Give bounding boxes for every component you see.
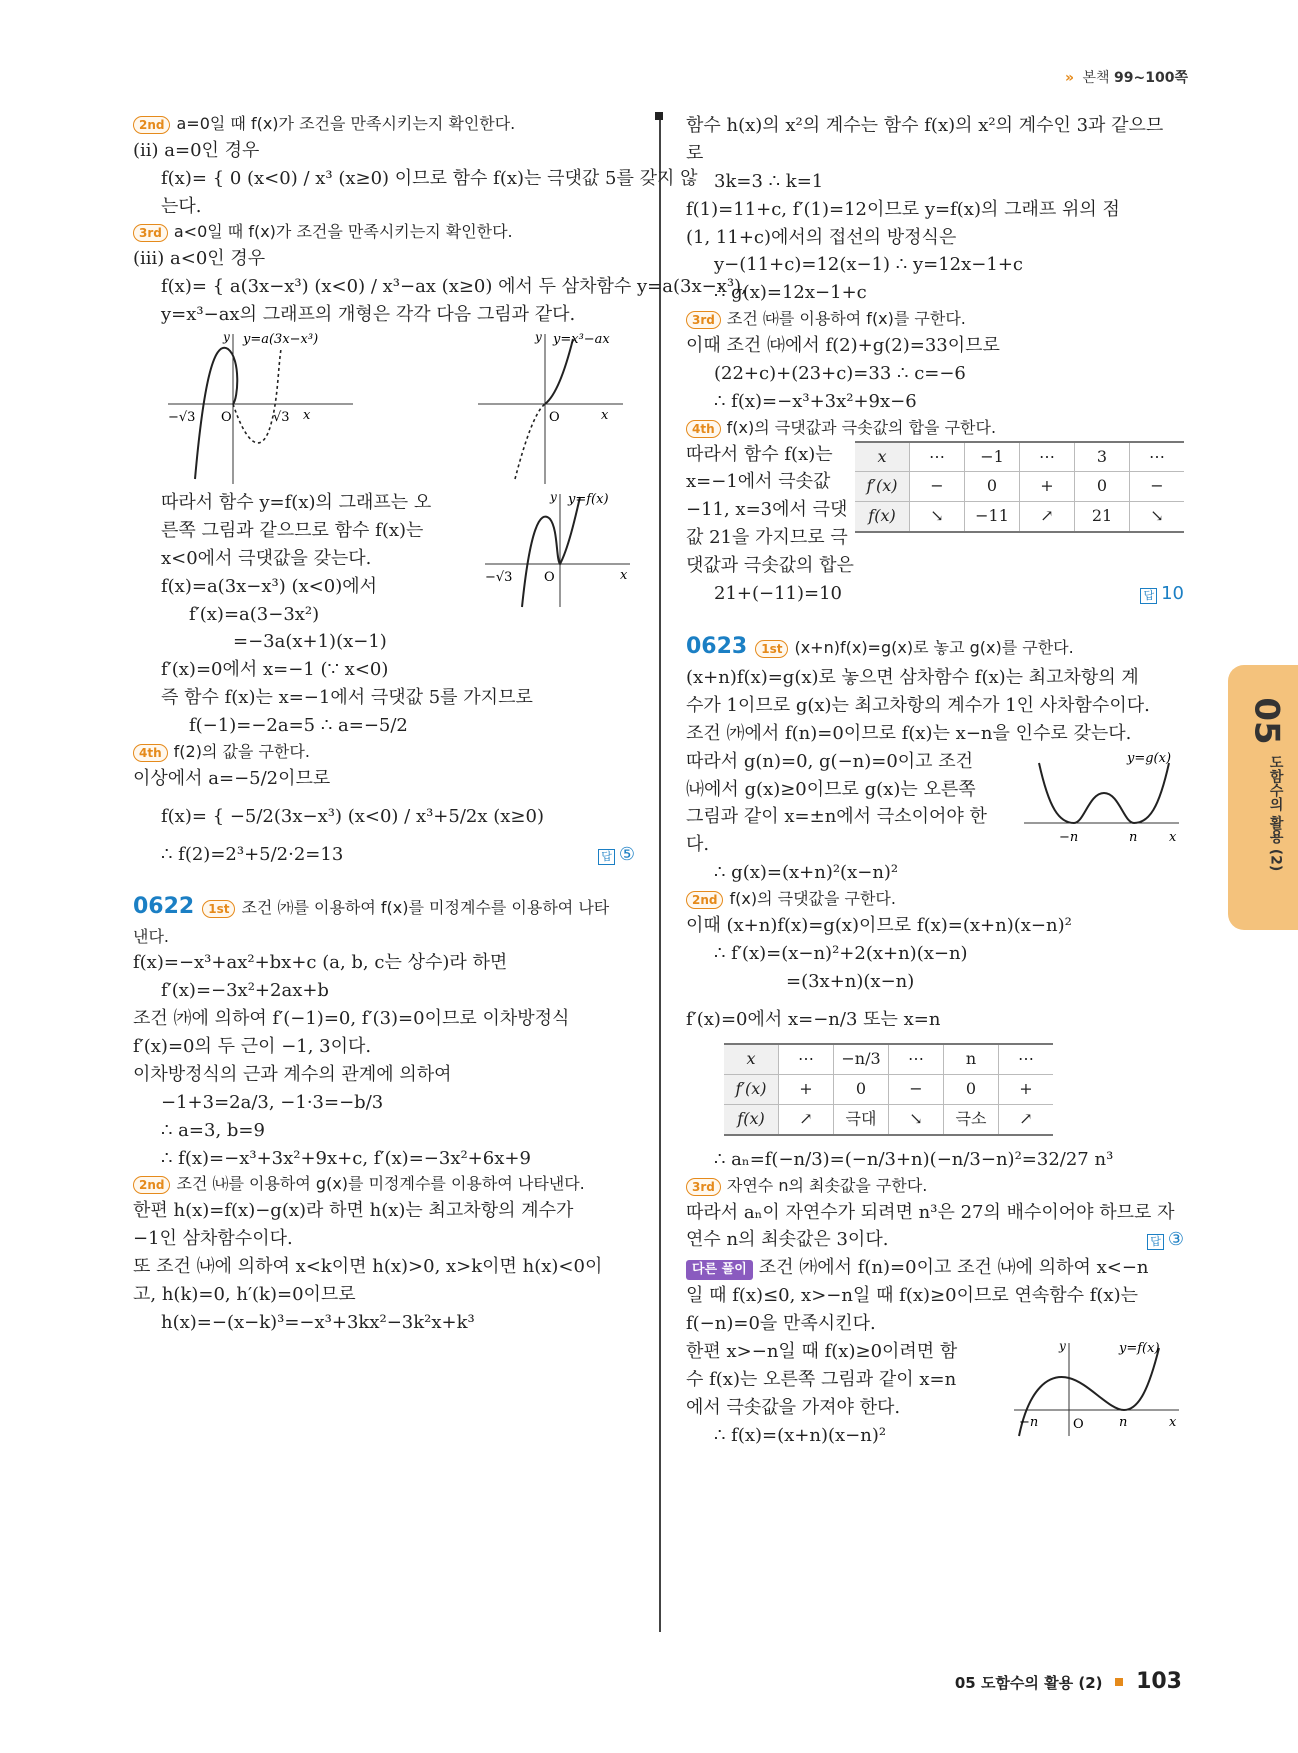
table-cell: 3	[1075, 442, 1130, 472]
svg-text:y: y	[535, 329, 542, 344]
svg-text:y=f(x): y=f(x)	[1119, 1340, 1160, 1356]
answer-mark: 답 ⑤	[598, 841, 635, 869]
variation-table-2	[724, 1043, 1053, 1135]
table-cell: ↗	[779, 1105, 834, 1135]
svg-text:−√3: −√3	[485, 569, 513, 585]
page-footer	[955, 1665, 1182, 1699]
step-badge: 4th	[686, 420, 721, 438]
table-cell: x	[724, 1044, 779, 1074]
step-badge: 1st	[202, 900, 235, 918]
table-cell: ⋯	[1020, 442, 1075, 472]
table-cell: −11	[965, 502, 1020, 532]
table-cell: ⋯	[910, 442, 965, 472]
problem-number: 0622	[133, 894, 195, 920]
table-cell: x	[855, 442, 910, 472]
svg-text:n: n	[1129, 829, 1138, 845]
svg-text:y=a(3x−x³): y=a(3x−x³)	[243, 331, 319, 347]
table-cell: +	[1020, 472, 1075, 502]
table-cell: 0	[944, 1075, 999, 1105]
table-cell: f′(x)	[855, 472, 910, 502]
graph-g	[1019, 748, 1184, 848]
svg-text:O: O	[549, 409, 560, 425]
step-badge: 3rd	[133, 224, 168, 242]
problem-number: 0623	[686, 633, 748, 659]
page-number: 103	[1136, 1669, 1182, 1694]
footer-chapter: 05 도함수의 활용 (2)	[954, 1674, 1103, 1692]
table-cell: −	[889, 1075, 944, 1105]
svg-text:x: x	[601, 407, 609, 423]
square-marker-icon	[1115, 1678, 1123, 1686]
table-cell: +	[779, 1075, 834, 1105]
svg-text:y=g(x): y=g(x)	[1127, 750, 1172, 766]
table-cell: n	[944, 1044, 999, 1074]
table-cell: f(x)	[724, 1105, 779, 1135]
svg-text:y=f(x): y=f(x)	[568, 491, 609, 507]
table-cell: 0	[1075, 472, 1130, 502]
svg-text:y: y	[223, 329, 230, 344]
answer-icon: 답	[1147, 1234, 1164, 1250]
alt-solution-badge: 다른 풀이	[686, 1260, 753, 1280]
graph-cubic-b	[473, 329, 633, 489]
answer-icon: 답	[1140, 588, 1157, 604]
answer-icon: 답	[598, 849, 615, 865]
page-reference: » 본책 99~100쪽	[1065, 70, 1188, 86]
svg-text:−n: −n	[1059, 829, 1079, 845]
step-badge: 2nd	[133, 116, 170, 134]
table-cell: 0	[834, 1075, 889, 1105]
svg-text:n: n	[1119, 1414, 1128, 1430]
table-cell: ↘	[910, 502, 965, 532]
divider-marker	[655, 112, 663, 120]
table-cell: f′(x)	[724, 1075, 779, 1105]
column-divider	[659, 112, 661, 1632]
svg-text:x: x	[303, 407, 311, 423]
table-cell: −1	[965, 442, 1020, 472]
table-cell: ↗	[1020, 502, 1075, 532]
variation-table-1	[855, 441, 1184, 533]
svg-text:y: y	[550, 489, 557, 504]
table-cell: f(x)	[855, 502, 910, 532]
step-badge: 2nd	[686, 891, 723, 909]
table-cell: ⋯	[889, 1044, 944, 1074]
svg-text:x: x	[620, 567, 628, 583]
svg-text:x: x	[1169, 1414, 1177, 1430]
answer-mark: 답 10	[1140, 580, 1184, 608]
double-chevron-icon: »	[1065, 70, 1075, 86]
svg-text:√3: √3	[273, 409, 290, 425]
svg-text:−n: −n	[1019, 1414, 1039, 1430]
table-cell: ⋯	[779, 1044, 834, 1074]
table-cell: −	[1130, 472, 1185, 502]
step-badge: 4th	[133, 744, 168, 762]
table-cell: 극대	[834, 1105, 889, 1135]
svg-text:O: O	[221, 409, 232, 425]
table-cell: ↘	[1130, 502, 1185, 532]
table-cell: −	[910, 472, 965, 502]
svg-text:x: x	[1169, 829, 1177, 845]
table-cell: 0	[965, 472, 1020, 502]
graph-row-1	[133, 329, 633, 489]
table-cell: 극소	[944, 1105, 999, 1135]
table-cell: ↗	[999, 1105, 1054, 1135]
svg-text:O: O	[1073, 1416, 1084, 1432]
right-column: 함수 h(x)의 x²의 계수는 함수 f(x)의 x²의 계수인 3과 같으므 로 3k=3 ∴ k=1 f(1)=11+c, f′(1)=12이므로 y=f(x)의 그래프 위의 점 (1, 11+c)에서의 접선의 방정식은 y−(11+c)=12(x−1) ∴ y=12x−1+c ∴ g(x)=12x−1+c 3rd 조건 ㈐를 이용하여 f(x)를 구한다. 이때 조건 ㈐에서 f(2)+g(2)=33이므로 (22+c)+(23+c)=33 ∴ c=−6 ∴ f(x)=−x³+3x²+9x−6 4th f(x)의 극댓값과 극솟값의 합을 구한다. x ⋯ −1 ⋯ 3 ⋯ f′(x) − 0 + 0 − f(x) ↘ −11 ↗ 21 ↘ 따라서 함수 f(x)는 x=−1에서 극솟값 −11, x=3에서 극댓 값 21을 가지므로 극 댓값과 극솟값의 합은 21+(−11)=10 답 10 0623 1st (x+n)f(x)=g(x)로 놓고 g(x)를 구한다. (x+n)f(x)=g(x)로 놓으면 삼차함수 f(x)는 최고차항의 계 수가 1이므로 g(x)는 최고차항의 계수가 1인 사차함수이다. 조건 ㈎에서 f(n)=0이므로 f(x)는 x−n을 인수로 갖는다. y=g(x) −n n x 따라서 g(n)=0, g(−n)=0이고 조건 ㈏에서 g(x)≥0이므로 g(x)는 오른쪽 그림과 같이 x=±n에서 극소이어야 한 다. ∴ g(x)=(x+n)²(x−n)² 2nd f(x)의 극댓값을 구한다. 이때 (x+n)f(x)=g(x)이므로 f(x)=(x+n)(x−n)² ∴ f′(x)=(x−n)²+2(x+n)(x−n) =(3x+n)(x−n) f′(x)=0에서 x=−n/3 또는 x=n x ⋯ −n/3 ⋯ n ⋯ f′(x) + 0 − 0 + f(x) ↗ 극대 ↘ 극소 ↗ ∴ aₙ=f(−n/3)=(−n/3+n)(−n/3−n)²=32/27 n³ 3rd 자연수 n의 최솟값을 구한다. 따라서 aₙ이 자연수가 되려면 n³은 27의 배수이어야 하므로 자 연수 n의 최솟값은 3이다. 답 ③ 다른 풀이 조건 ㈎에서 f(n)=0이고 조건 ㈏에 의하여 x<−n 일 때 f(x)≤0, x>−n일 때 f(x)≥0이므로 연속함수 f(x)는 f(−n)=0을 만족시킨다. y=f(x) y −n O n x 한편 x>−n일 때 f(x)≥0이려면 함 수 f(x)는 오른쪽 그림과 같이 x=n 에서 극솟값을 가져야 한다. ∴ f(x)=(x+n)(x−n)²	[686, 115, 1184, 1446]
table-cell: −n/3	[834, 1044, 889, 1074]
chapter-title: 도함수의 활용 (2)	[1267, 755, 1284, 872]
chapter-side-tab[interactable]	[1228, 665, 1298, 930]
step-badge: 3rd	[686, 1178, 721, 1196]
step-badge: 3rd	[686, 311, 721, 329]
left-column: 2nd a=0일 때 f(x)가 조건을 만족시키는지 확인한다. (ii) a=0인 경우 f(x)= { 0 (x<0) / x³ (x≥0) 이므로 함수 f(x)는 극댓값 5를 갖지 않 는다. 3rd a<0일 때 f(x)가 조건을 만족시키는지 확인한다. (iii) a<0인 경우 f(x)= { a(3x−x³) (x<0) / x³−ax (x≥0) 에서 두 삼차함수 y=a(3x−x³), y=x³−ax의 그래프의 개형은 각각 다음 그림과 같다. y=a(3x−x³) y −√3 O √3 x y=x³−ax y O x y=f(x) y −√3 O x 따라서 함수 y=f(x)의 그래프는 오 른쪽 그림과 같으므로 함수 f(x)는 x<0에서 극댓값을 갖는다. f(x)=a(3x−x³) (x<0)에서 f′(x)=a(3−3x²) =−3a(x+1)(x−1) f′(x)=0에서 x=−1 (∵ x<0) 즉 함수 f(x)는 x=−1에서 극댓값 5를 가지므로 f(−1)=−2a=5 ∴ a=−5/2 4th f(2)의 값을 구한다. 이상에서 a=−5/2이므로 f(x)= { −5/2(3x−x³) (x<0) / x³+5/2x (x≥0) ∴ f(2)=2³+5/2·2=13 답 ⑤ 0622 1st 조건 ㈎를 이용하여 f(x)를 미정계수를 이용하여 나타 낸다. f(x)=−x³+ax²+bx+c (a, b, c는 상수)라 하면 f′(x)=−3x²+2ax+b 조건 ㈎에 의하여 f′(−1)=0, f′(3)=0이므로 이차방정식 f′(x)=0의 두 근이 −1, 3이다. 이차방정식의 근과 계수의 관계에 의하여 −1+3=2a/3, −1·3=−b/3 ∴ a=3, b=9 ∴ f(x)=−x³+3x²+9x+c, f′(x)=−3x²+6x+9 2nd 조건 ㈏를 이용하여 g(x)를 미정계수를 이용하여 나타낸다. 한편 h(x)=f(x)−g(x)라 하면 h(x)는 최고차항의 계수가 −1인 삼차함수이다. 또 조건 ㈏에 의하여 x<k이면 h(x)>0, x>k이면 h(x)<0이 고, h(k)=0, h′(k)=0이므로 h(x)=−(x−k)³=−x³+3kx²−3k²x+k³	[133, 114, 747, 1333]
graph-f	[480, 489, 635, 609]
svg-text:O: O	[544, 569, 555, 585]
svg-text:y: y	[1059, 1338, 1066, 1353]
table-cell: ⋯	[1130, 442, 1185, 472]
answer-mark: 답 ③	[1147, 1226, 1184, 1254]
table-cell: +	[999, 1075, 1054, 1105]
table-cell: ↘	[889, 1105, 944, 1135]
table-cell: ⋯	[999, 1044, 1054, 1074]
graph-cubic-a	[163, 329, 363, 489]
graph-f-alt	[1009, 1338, 1184, 1438]
svg-text:−√3: −√3	[168, 409, 196, 425]
chapter-number: 05	[1246, 697, 1287, 745]
svg-text:y=x³−ax: y=x³−ax	[553, 331, 610, 347]
step-badge: 2nd	[133, 1176, 170, 1194]
table-cell: 21	[1075, 502, 1130, 532]
step-badge: 1st	[755, 640, 788, 658]
